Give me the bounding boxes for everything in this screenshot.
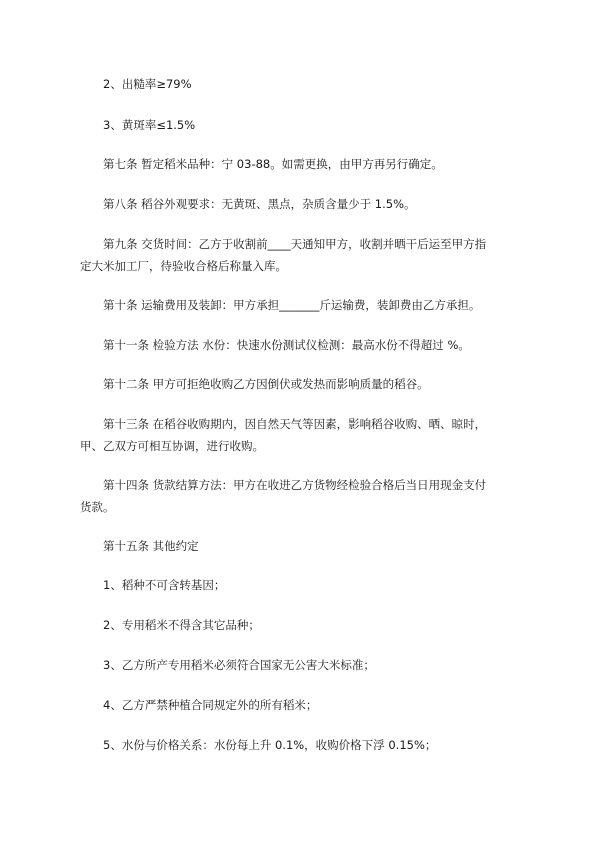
article-9: 第九条 交货时间：乙方于收割前____天通知甲方，收割并晒干后运至甲方指定大米加工厂，待验收合格后称量入库。 [80, 237, 487, 273]
article-10: 第十条 运输费用及装卸：甲方承担_______斤运输费，装卸费由乙方承担。 [103, 298, 481, 312]
article-11: 第十一条 检验方法 水份：快速水份测试仪检测：最高水份不得超过 %。 [103, 338, 470, 352]
article-8: 第八条 稻谷外观要求：无黄斑、黑点，杂质含量少于 1.5%。 [103, 197, 416, 211]
other-item-2: 2、专用稻米不得含其它品种； [103, 618, 260, 632]
article-7: 第七条 暂定稻米品种：宁 03-88。如需更换，由甲方再另行确定。 [103, 157, 443, 171]
other-item-5: 5、水份与价格关系：水份每上升 0.1%，收购价格下浮 0.15%； [103, 738, 437, 752]
other-item-3: 3、乙方所产专用稻米必须符合国家无公害大米标准； [103, 658, 375, 672]
other-item-1: 1、稻种不可含转基因； [103, 578, 226, 592]
article-15-heading: 第十五条 其他约定 [103, 539, 199, 553]
article-14: 第十四条 货款结算方法：甲方在收进乙方货物经检验合格后当日用现金支付货款。 [80, 478, 487, 514]
article-13: 第十三条 在稻谷收购期内，因自然天气等因素，影响稻谷收购、晒、晾时，甲、乙双方可相互协调，进行收购。 [80, 417, 487, 453]
other-item-4: 4、乙方严禁种植合同规定外的所有稻米； [103, 698, 318, 712]
article-12: 第十二条 甲方可拒绝收购乙方因倒伏或发热而影响质量的稻谷。 [103, 377, 429, 391]
clause-item-3-yellow-spot-rate: 3、黄斑率≤1.5% [103, 118, 196, 132]
clause-item-2-milled-rate: 2、出糙率≥79% [103, 77, 192, 91]
